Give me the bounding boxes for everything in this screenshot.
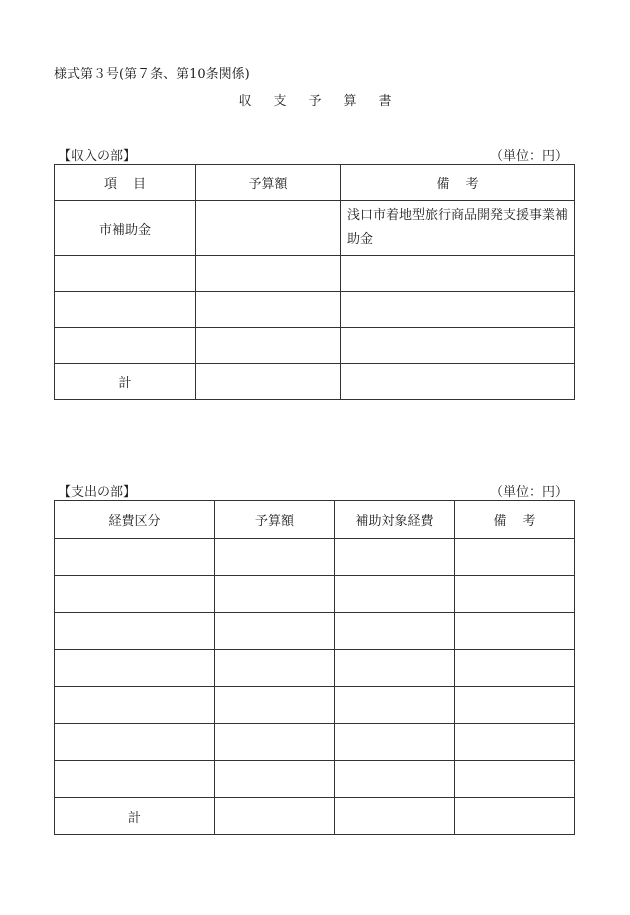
income-total-label: 計: [55, 364, 196, 400]
income-unit-label: （単位：円）: [489, 149, 568, 164]
expense-subsidy-cell: [335, 761, 455, 798]
income-item-cell: [55, 328, 196, 364]
document-title: [0, 90, 630, 109]
expense-table: [54, 500, 575, 835]
income-total-budget: [196, 364, 341, 400]
expense-subsidy-cell: [335, 613, 455, 650]
expense-unit-label: （単位：円）: [489, 485, 568, 500]
expense-subsidy-cell: [335, 724, 455, 761]
expense-budget-cell: [215, 613, 335, 650]
income-budget-cell: [196, 201, 341, 256]
expense-row: [55, 613, 575, 650]
expense-category-cell: [55, 613, 215, 650]
expense-row: [55, 576, 575, 613]
expense-notes-cell: [455, 576, 575, 613]
expense-category-cell: [55, 724, 215, 761]
expense-subsidy-cell: [335, 539, 455, 576]
expense-category-cell: [55, 687, 215, 724]
expense-total-label: 計: [55, 798, 215, 835]
title-char: 算: [343, 94, 357, 109]
income-header-row: [55, 165, 575, 201]
expense-total-row: [55, 798, 575, 835]
expense-row: [55, 687, 575, 724]
expense-category-cell: [55, 539, 215, 576]
income-row: [55, 201, 575, 256]
income-row: [55, 292, 575, 328]
income-header-notes: 備 考: [341, 165, 575, 201]
income-section-label: 【収入の部】: [58, 149, 137, 164]
income-item-cell: [55, 292, 196, 328]
income-item-cell: [55, 256, 196, 292]
expense-notes-cell: [455, 613, 575, 650]
expense-header-category: 経費区分: [55, 501, 215, 539]
income-notes-cell: [341, 256, 575, 292]
expense-notes-cell: [455, 761, 575, 798]
title-char: 収: [238, 94, 252, 109]
income-header-item: 項 目: [55, 165, 196, 201]
income-total-notes: [341, 364, 575, 400]
expense-notes-cell: [455, 687, 575, 724]
expense-budget-cell: [215, 539, 335, 576]
income-budget-cell: [196, 328, 341, 364]
expense-category-cell: [55, 576, 215, 613]
expense-total-budget: [215, 798, 335, 835]
title-char: 予: [308, 94, 322, 109]
expense-total-subsidy: [335, 798, 455, 835]
expense-notes-cell: [455, 539, 575, 576]
expense-header-notes: 備 考: [455, 501, 575, 539]
income-notes-cell: 浅口市着地型旅行商品開発支援事業補助金: [341, 201, 575, 256]
expense-category-cell: [55, 650, 215, 687]
income-header-budget: 予算額: [196, 165, 341, 201]
title-char: 書: [378, 94, 392, 109]
income-row: [55, 328, 575, 364]
expense-row: [55, 650, 575, 687]
expense-subsidy-cell: [335, 576, 455, 613]
expense-notes-cell: [455, 650, 575, 687]
income-item-cell: 市補助金: [55, 201, 196, 256]
expense-category-cell: [55, 761, 215, 798]
expense-header-budget: 予算額: [215, 501, 335, 539]
expense-subsidy-cell: [335, 687, 455, 724]
expense-subsidy-cell: [335, 650, 455, 687]
expense-header-row: [55, 501, 575, 539]
income-row: [55, 256, 575, 292]
income-budget-cell: [196, 256, 341, 292]
expense-budget-cell: [215, 761, 335, 798]
expense-row: [55, 761, 575, 798]
income-table: [54, 164, 575, 400]
expense-total-notes: [455, 798, 575, 835]
form-number: 様式第３号(第７条、第10条関係): [54, 67, 250, 82]
expense-header-subsidy-target: 補助対象経費: [335, 501, 455, 539]
expense-section-label: 【支出の部】: [58, 485, 137, 500]
expense-notes-cell: [455, 724, 575, 761]
expense-budget-cell: [215, 687, 335, 724]
expense-budget-cell: [215, 650, 335, 687]
expense-row: [55, 724, 575, 761]
expense-budget-cell: [215, 724, 335, 761]
income-total-row: [55, 364, 575, 400]
income-budget-cell: [196, 292, 341, 328]
expense-budget-cell: [215, 576, 335, 613]
expense-row: [55, 539, 575, 576]
income-notes-cell: [341, 292, 575, 328]
income-notes-cell: [341, 328, 575, 364]
title-char: 支: [273, 94, 287, 109]
